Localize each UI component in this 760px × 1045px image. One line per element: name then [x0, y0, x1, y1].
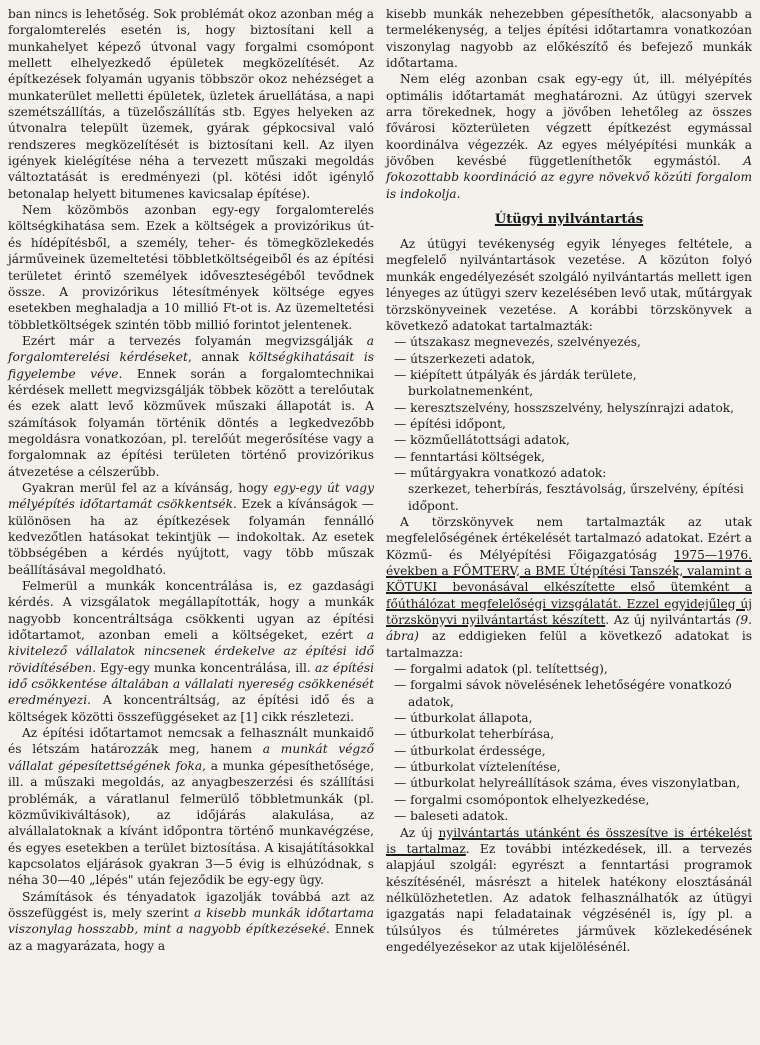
list-item: — közműellátottsági adatok, — [386, 432, 752, 448]
list-item: — útszerkezeti adatok, — [386, 351, 752, 367]
paragraph: Az útügyi tevékenység egyik lényeges feltétele, a megfelelő nyilvántartások vezetése. A közúton folyó munkák engedélyezését szolgáló nyilvántartás mellett igen lényeges az útügyi szerv kezelésében levő utak, műtárgyak törzskönyveinek vezetése. A korábbi törzskönyvek a következő adatokat tartalmazták: — [386, 237, 752, 333]
paragraph: A törzskönyvek nem tartalmazták az utak megfelelőségének értékelését tartalmazó adatokat. Ezért a Közmű- és Mélyépítési Főigazgatóság 1975—1976. években a FŐMTERV, a BME Útépítési Tanszék, valamint a KÖTUKI bevonásával elkészítette első ütemként a főúthálózat megfelelőségi vizsgálatát. Ezzel egyidejűleg új törzskönyvi nyilvántartást készített. Az új nyilvántartás (9. ábra) az eddigieken felül a következő adatokat is tartalmazza: — [386, 514, 752, 660]
list-item: — fenntartási költségek, — [386, 449, 752, 465]
paragraph: Ezért már a tervezés folyamán megvizsgálják a forgalomterelési kérdéseket, annak költségkihatásait is figyelembe véve. Ennek során a forgalomtechnikai kérdések mellett megvizsgálják többek között a terelőutak és ezek alatt levő közművek műszaki állapotát is. A számítások folyamán történik döntés a legkedvezőbb megoldásra vonatkozóan, pl. terelőút megerősítése vagy a forgalomnak az építési területen történő provizórikus átvezetése a célszerűbb. — [8, 333, 375, 479]
paragraph: Gyakran merül fel az a kívánság, hogy egy-egy út vagy mélyépítés időtartamát csökkentsék. Ezek a kívánságok — különösen ha az építkezések folyamán fennálló kedvezőtlen hatásokat tekintjük — indokoltak. Az esetek többségében a kérdés nyújtott, vagy több műszak beállításával megoldható. — [8, 480, 374, 577]
list-item: — baleseti adatok. — [386, 808, 752, 824]
list-item: — útburkolat teherbírása, — [386, 726, 752, 742]
list-item: — műtárgyakra vonatkozó adatok: — [386, 465, 752, 481]
paragraph: Az új nyilvántartás utánként és összesítve is értékelést is tartalmaz. Ez további intézkedések, ill. a tervezés alapjául szolgál: egyrészt a fenntartási programok készítésénél, másrészt a hitelek hatékony elosztásánál nélkülözhetetlen. Az adatok felhasználhatók az útügyi igazgatás napi feladatainak végzésénél is, így pl. a túlsúlyos és túlméretes járművek közlekedésének engedélyezésekor az utak kijelölésénél. — [386, 825, 752, 954]
data-list — [386, 334, 752, 481]
list-item: — útburkolat állapota, — [386, 710, 752, 726]
list-item: — forgalmi adatok (pl. telítettség), — [386, 661, 752, 677]
list-item: — kiépített útpályák és járdák területe, burkolatnemenként, — [386, 367, 752, 400]
paragraph: Felmerül a munkák koncentrálása is, ez gazdasági kérdés. A vizsgálatok megállapították, hogy a munkák nagyobb koncentráltsága csökkenti ugyan az építési időtartamot, azonban emeli a költségeket, ezért a kivitelező vállalatok nincsenek érdekelve az építési idő rövidítésében. Egy-egy munka koncentrálása, ill. az építési idő csökkentése általában a vállalati nyereség csökkenését eredményezi. A koncentráltság, az építési idő és a költségek közötti összefüggéseket az [1] cikk részletezi. — [8, 579, 374, 724]
paragraph: Számítások és tényadatok igazolják továbbá azt az összefüggést is, mely szerint a kisebb munkák időtartama viszonylag hosszabb, mint a nagyobb építkezéseké. Ennek az a magyarázata, hogy a — [8, 889, 374, 953]
list-item: — útburkolat érdessége, — [386, 743, 752, 759]
section-heading: Útügyi nyilvántartás — [494, 212, 644, 228]
list-sub-item: szerkezet, teherbírás, fesztávolság, űrszelvény, építési időpont. — [408, 482, 744, 513]
list-item: — útszakasz megnevezés, szelvényezés, — [386, 334, 752, 350]
paragraph: ban nincs is lehetőség. Sok problémát okoz azonban még a forgalomterelés esetén is, hogy biztosítani kell a munkahelyet képező útvonal vagy forgalmi csomópont mellett elhelyezkedő épületek megközelítését. Az építkezések folyamán ugyanis többször okoz nehézséget a munkaterület melletti épületek, üzletek áruellátása, a napi szemétszállítás, a tüzelőszállítás stb. Egyes helyeken az útvonalra települt üzemek, gyárak gépkocsival való rendszeres megközelítését is biztosítani kell. Az ilyen igények kielégítése néha a tervezett műszaki megoldás változtatását is eredményezi (pl. kötési időt igénylő betonalap helyett bitumenes kavicsalap építése). — [8, 7, 374, 201]
data-list — [386, 661, 752, 824]
paragraph: kisebb munkák nehezebben gépesíthetők, alacsonyabb a termelékenység, a teljes építési időtartamra vonatkozóan viszonylag nagyobb az előkészítő és befejező munkák időtartama. — [386, 7, 752, 71]
paragraph: Nem elég azonban csak egy-egy út, ill. mélyépítés optimális időtartamát meghatározni. Az útügyi szervek arra törekednek, hogy a jövőben lehetőleg az összes fővárosi közterületen végzett építkezést egymással koordinálva végezzék. Az egyes mélyépítési munkák a jövőben kevésbé függetleníthetők egymástól. A fokozottabb koordináció az egyre növekvő közúti forgalom is indokolja. — [386, 72, 752, 201]
list-item: — útburkolat víztelenítése, — [386, 759, 752, 775]
list-item: — forgalmi sávok növelésének lehetőségére vonatkozó adatok, — [386, 677, 752, 710]
list-item: — útburkolat helyreállítások száma, éves viszonylatban, — [386, 775, 752, 791]
list-item: — keresztszelvény, hosszszelvény, helyszínrajzi adatok, — [386, 400, 752, 416]
list-item: — forgalmi csomópontok elhelyezkedése, — [386, 792, 752, 808]
paragraph: Nem közömbös azonban egy-egy forgalomterelés költségkihatása sem. Ezek a költségek a provizórikus út- és hídépítésből, a személy, teher- és tömegközlekedés járműveinek üzemeltetési többletköltségeiből és az építési területet érintő személyek időveszteségéből tevődnek össze. A provizórikus létesítmények költsége egyes esetekben meghaladja a 10 millió Ft-ot is. Az üzemeltetési többletköltségek szintén több millió forintot jelentenek. — [8, 203, 374, 332]
list-item: — építési időpont, — [386, 416, 752, 432]
right-column — [386, 6, 752, 1045]
paragraph: Az építési időtartamot nemcsak a felhasznált munkaidő és létszám határozzák meg, hanem a munkát végző vállalat gépesítettségének foka, a munka gépesíthetősége, ill. a műszaki megoldás, az anyagbeszerzési és szállítási problémák, a váratlanul felmerülő többletmunkák (pl. közművikiváltások), az időjárás alakulása, az alvállalatoknak a kívánt időpontra történő munkavégzése, és egyes esetekben a terület biztosítása. A kisajátításokkal kapcsolatos eljárások gyakran 3—5 évig is elhúzódnak, s néha 30—40 „lépés" után fejeződik be egy-egy ügy. — [8, 726, 374, 888]
left-column — [8, 6, 374, 1045]
